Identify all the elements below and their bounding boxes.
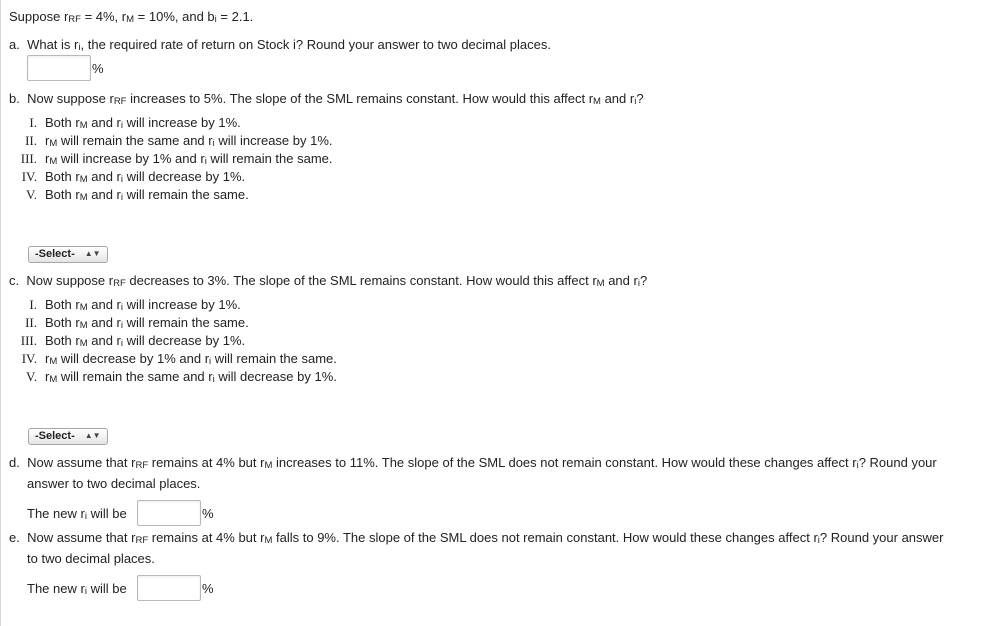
answer-c-select[interactable]: -Select- ▲▼ — [28, 428, 108, 445]
question-e: e. Now assume that rRF remains at 4% but rM falls to 9%. The slope of the SML does not remain constant. How would these changes affect ri? Round your answer — [9, 530, 944, 546]
updown-arrows-icon: ▲▼ — [84, 249, 101, 258]
answer-e-label: The new ri will be — [27, 581, 127, 597]
answer-a-input[interactable] — [27, 55, 91, 81]
answer-d-label: The new ri will be — [27, 506, 127, 522]
answer-d-input[interactable] — [137, 500, 201, 526]
question-e-continued: to two decimal places. — [27, 551, 155, 566]
question-b: b. Now suppose rRF increases to 5%. The slope of the SML remains constant. How would this affect rM and ri? — [9, 91, 644, 107]
question-d: d. Now assume that rRF remains at 4% but rM increases to 11%. The slope of the SML does not remain constant. How would these changes affect ri? Round your — [9, 455, 937, 471]
answer-e-unit: % — [202, 581, 214, 596]
problem-intro: Suppose rRF = 4%, rM = 10%, and bi = 2.1. — [9, 9, 254, 25]
updown-arrows-icon: ▲▼ — [84, 431, 101, 440]
left-border — [0, 0, 1, 626]
question-d-continued: answer to two decimal places. — [27, 476, 201, 491]
question-a: a. What is ri, the required rate of return on Stock i? Round your answer to two decimal places. — [9, 37, 551, 53]
question-c: c. Now suppose rRF decreases to 3%. The slope of the SML remains constant. How would this affect rM and ri? — [9, 273, 648, 289]
answer-a-unit: % — [92, 61, 104, 76]
answer-b-select[interactable]: -Select- ▲▼ — [28, 246, 108, 263]
answer-d-unit: % — [202, 506, 214, 521]
answer-e-input[interactable] — [137, 575, 201, 601]
